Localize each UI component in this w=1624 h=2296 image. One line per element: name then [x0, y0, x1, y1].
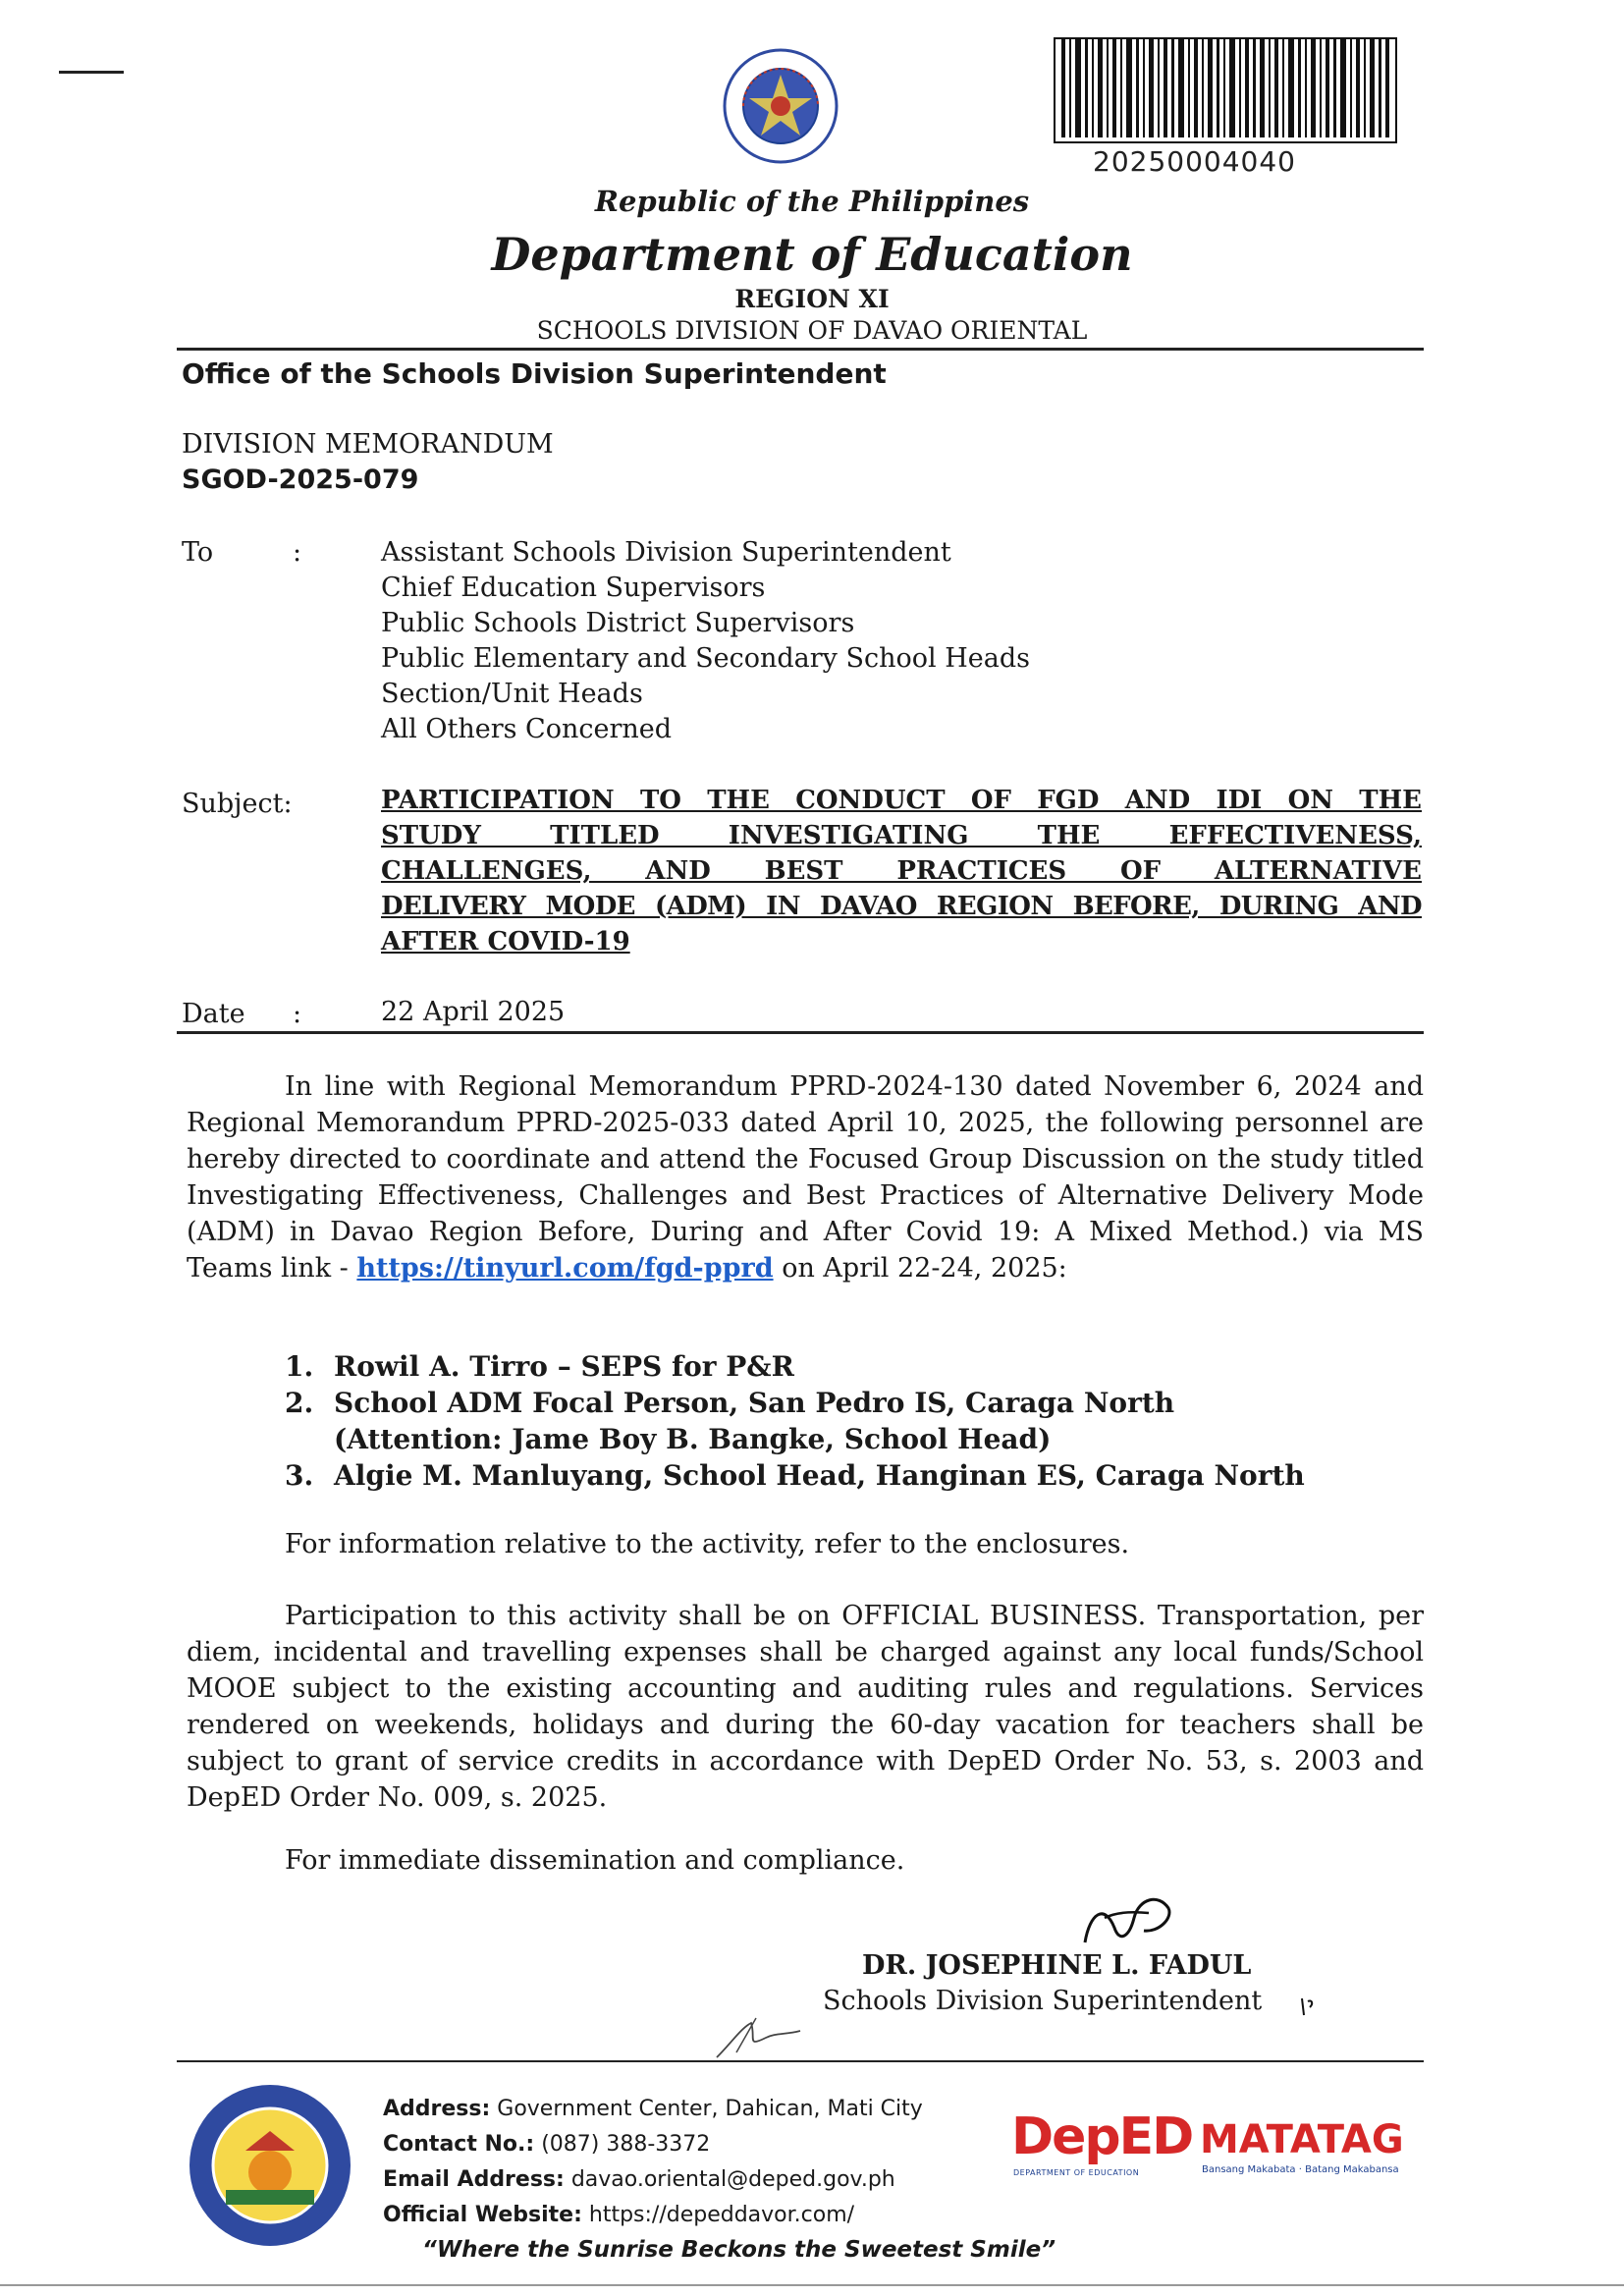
scan-bottom-line — [0, 2284, 1624, 2286]
list-text-line: School ADM Focal Person, San Pedro IS, Caraga North — [334, 1387, 1175, 1419]
recipient: Chief Education Supervisors — [381, 573, 766, 603]
signatory-name: DR. JOSEPHINE L. FADUL — [862, 1950, 1252, 1981]
body-paragraph-3: Participation to this activity shall be on OFFICIAL BUSINESS. Transportation, per diem, incidental and travelling expenses shall be charged against any local funds/School MOOE subject to the existing accounting and auditing rules and regulations. Services rendered on weekends, holidays and during the 60-day vacation for teachers shall be subject to grant of service credits in accordance with DepED Order No. 53, s. 2003 and DepED Order No. 009, s. 2025. — [187, 1601, 1424, 1813]
subject-label: Subject: — [182, 789, 293, 819]
date-value: 22 April 2025 — [381, 997, 566, 1027]
deped-logo-text: DepED — [1011, 2107, 1193, 2166]
subject-line: CHALLENGES, AND BEST PRACTICES OF ALTERNATIVE — [381, 856, 1422, 886]
department-title: Department of Education — [491, 228, 1133, 281]
list-text: Rowil A. Tirro – SEPS for P&R — [334, 1350, 794, 1383]
republic-line: Republic of the Philippines — [594, 185, 1030, 218]
footer-value: https://depeddavor.com/ — [588, 2203, 855, 2227]
footer-value: (087) 388-3372 — [541, 2132, 711, 2157]
list-number: 2. — [285, 1387, 314, 1419]
date-rule — [177, 1031, 1424, 1034]
footer-label: Official Website: — [383, 2203, 582, 2227]
personnel-list — [285, 1348, 1365, 1494]
date-colon: : — [293, 999, 302, 1029]
corner-mark — [59, 71, 124, 74]
footer-contact — [383, 2092, 923, 2233]
subject-line: DELIVERY MODE (ADM) IN DAVAO REGION BEFORE, DURING AND — [381, 892, 1422, 921]
to-colon: : — [293, 537, 302, 568]
memo-number: SGOD-2025-079 — [182, 465, 419, 495]
list-text: Algie M. Manluyang, School Head, Hanginan ES, Caraga North — [334, 1459, 1305, 1492]
list-item — [285, 1348, 1365, 1385]
list-item — [285, 1457, 1365, 1494]
list-number: 3. — [285, 1459, 314, 1492]
region-line: REGION XI — [734, 285, 890, 313]
date-label: Date — [182, 999, 245, 1029]
to-label: To — [182, 537, 214, 568]
recipients-list — [381, 535, 1030, 747]
list-text-line: (Attention: Jame Boy B. Bangke, School Head) — [334, 1423, 1052, 1455]
barcode — [1054, 37, 1397, 178]
recipient: All Others Concerned — [381, 714, 673, 744]
footer-address — [383, 2092, 923, 2127]
footer-value: davao.oriental@deped.gov.ph — [570, 2167, 895, 2192]
paragraph-text-end: on April 22-24, 2025: — [782, 1253, 1067, 1284]
footer-label: Address: — [383, 2097, 491, 2121]
recipient: Public Elementary and Secondary School Heads — [381, 643, 1031, 674]
footer-contact-no — [383, 2127, 923, 2162]
initials-scribble — [712, 2013, 810, 2062]
list-text — [334, 1385, 1174, 1457]
deped-matatag-logo — [1011, 2107, 1429, 2190]
footer-tagline: “Where the Sunrise Beckons the Sweetest Smile” — [422, 2237, 1056, 2263]
signatory-title: Schools Division Superintendent — [823, 1986, 1263, 2016]
body-paragraph-2: For information relative to the activity, refer to the enclosures. — [285, 1529, 1130, 1559]
footer-value: Government Center, Dahican, Mati City — [497, 2097, 923, 2121]
deped-logo-sub: DEPARTMENT OF EDUCATION — [1013, 2168, 1140, 2177]
footer-label: Email Address: — [383, 2167, 565, 2192]
matatag-sub: Bansang Makabata · Batang Makabansa — [1202, 2164, 1399, 2175]
division-seal-logo — [187, 2082, 353, 2249]
list-item — [285, 1385, 1365, 1457]
teams-link[interactable]: https://tinyurl.com/fgd-pprd — [356, 1253, 774, 1284]
barcode-number: 20250004040 — [1093, 145, 1296, 178]
division-line: SCHOOLS DIVISION OF DAVAO ORIENTAL — [536, 316, 1088, 345]
subject-line: PARTICIPATION TO THE CONDUCT OF FGD AND IDI ON THE — [381, 786, 1422, 815]
footer-rule — [177, 2060, 1424, 2062]
footer-email — [383, 2162, 923, 2198]
footer-label: Contact No.: — [383, 2132, 535, 2157]
subject-line: STUDY TITLED INVESTIGATING THE EFFECTIVENESS, — [381, 821, 1422, 850]
recipient: Section/Unit Heads — [381, 679, 643, 709]
list-number: 1. — [285, 1350, 314, 1383]
body-paragraph-1 — [187, 1068, 1424, 1286]
header-rule — [177, 348, 1424, 351]
matatag-text: MATATAG — [1200, 2117, 1404, 2162]
barcode-bars — [1054, 37, 1397, 143]
memo-type: DIVISION MEMORANDUM — [182, 429, 554, 460]
subject-line: AFTER COVID-19 — [381, 927, 630, 957]
check-mark-scribble — [1298, 1994, 1318, 2023]
footer-website — [383, 2198, 923, 2233]
office-title: Office of the Schools Division Superintendent — [182, 357, 887, 390]
subject-block — [381, 783, 1422, 959]
body-paragraph-4: For immediate dissemination and compliance. — [285, 1845, 905, 1876]
recipient: Public Schools District Supervisors — [381, 608, 855, 638]
paragraph-text: In line with Regional Memorandum PPRD-2024-130 dated November 6, 2024 and Regional Memorandum PPRD-2025-033 dated April 10, 2025, the following personnel are hereby directed to coordinate and attend the Focused Group Discussion on the study titled Investigating Effectiveness, Challenges and Best Practices of Alternative Delivery Mode (ADM) in Davao Region Before, During and After Covid 19: A Mixed Method.) via MS Teams link - — [187, 1071, 1424, 1284]
recipient: Assistant Schools Division Superintendent — [381, 537, 951, 568]
deped-seal-logo — [722, 47, 839, 165]
